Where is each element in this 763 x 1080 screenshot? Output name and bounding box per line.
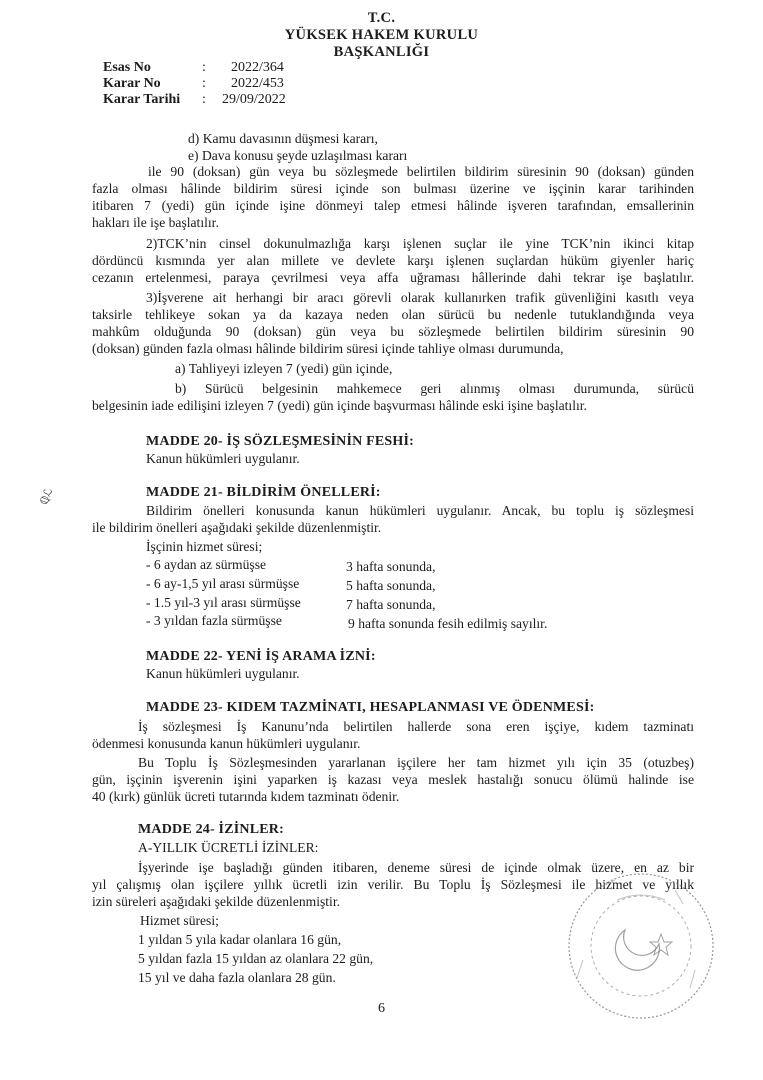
body-line: ile 90 (doksan) gün veya bu sözleşmede belirtilen bildirim süresinin 90 (doksan) günden [148,164,694,179]
body-line: cezanın ertelenmesi, paraya çevrilmesi veya affa uğraması hâllerinde dahi tekrar işe başlatılır. [92,270,694,285]
body-line: d) Kamu davasının düşmesi kararı, [188,131,378,146]
body-line: 3)İşverene ait herhangi bir aracı görevli olarak kullanırken trafik güvenliğini kasıtlı veya [146,290,694,305]
tarih-label: Karar Tarihi [103,92,181,107]
tarih-colon: : [202,92,206,107]
madde24-line: 15 yıl ve daha fazla olanlara 28 gün. [138,970,336,985]
notice-row-duration: 7 hafta sonunda, [346,597,436,612]
tarih-value: 29/09/2022 [222,92,286,107]
madde23-line: 40 (kırk) günlük ücreti tutarında kıdem tazminatı ödenir. [92,789,400,804]
madde23-line: İş sözleşmesi İş Kanunu’nda belirtilen hallerde sona eren işçiye, kıdem tazminatı [138,719,694,734]
madde24-line: 5 yıldan fazla 15 yıldan az olanlara 22 gün, [138,951,374,966]
karar-label: Karar No [103,76,161,91]
body-line: hakları ile işe başlatılır. [92,215,219,230]
karar-value: 2022/453 [231,76,284,91]
madde24-line: yıl çalışmış olan işçilere yıllık ücretli izin verilir. Bu Toplu İş Sözleşmesi ile hizmet ve yıllık [92,877,694,892]
header-tc: T.C. [367,10,396,26]
notice-row-period: - 3 yıldan fazla sürmüşse [146,613,282,628]
body-line: (doksan) günden fazla olması hâlinde bildirim süresi içinde tahliye olması durumunda, [92,341,564,356]
madde24-line: izin süreleri aşağıdaki şekilde düzenlenmiştir. [92,894,341,909]
body-line: belgesinin iade edilişini izleyen 7 (yedi) gün içinde başvurması hâlinde eski işine başlatılır. [92,398,587,413]
body-line: 2)TCK’nin cinsel dokunulmazlığa karşı işlenen suçlar ile yine TCK’nin ikinci kitap [146,236,694,251]
body-line: fazla olması hâlinde bildirim süresi içinde son bulması üzerine ve işçinin karar tarihinden [92,181,694,196]
page-number: 6 [378,1001,385,1016]
madde21-p1: Bildirim önelleri konusunda kanun hükümleri uygulanır. Ancak, bu toplu iş sözleşmesi [146,503,694,518]
esas-label: Esas No [103,60,151,75]
notice-row-period: - 6 ay-1,5 yıl arası sürmüşse [146,576,300,591]
madde23-title: MADDE 23- KIDEM TAZMİNATI, HESAPLANMASI VE ÖDENMESİ: [146,700,595,715]
madde23-line: Bu Toplu İş Sözleşmesinden yararlanan işçilere her tam hizmet yılı için 35 (otuzbeş) [138,755,694,770]
margin-annotation: ℚℒ [37,486,56,507]
body-line: a) Tahliyeyi izleyen 7 (yedi) gün içinde, [175,361,393,376]
notice-row-duration: 3 hafta sonunda, [346,559,436,574]
madde20-text: Kanun hükümleri uygulanır. [146,451,300,466]
madde20-title: MADDE 20- İŞ SÖZLEŞMESİNİN FESHİ: [146,434,414,449]
karar-colon: : [202,76,206,91]
madde24-line: Hizmet süresi; [140,913,219,928]
esas-value: 2022/364 [231,60,284,75]
body-line: mahkûm olduğunda 90 (doksan) gün veya bu sözleşmede belirtilen bildirim süresinin 90 [92,324,694,339]
notice-row-period: - 1.5 yıl-3 yıl arası sürmüşse [146,595,301,610]
madde24-title: MADDE 24- İZİNLER: [138,822,284,837]
madde23-line: gün, işçinin işverenin işini yaparken iş kazası veya meslek hastalığı sonucu ölümü halinde ise [92,772,694,787]
header-institution: YÜKSEK HAKEM KURULU [284,27,479,43]
madde24-subtitle: A-YILLIK ÜCRETLİ İZİNLER: [138,840,319,855]
body-line: dördüncü kısmında yer alan millete ve devlete karşı işlenen suçlardan hüküm giyenler hariç [92,253,694,268]
notice-row-period: - 6 aydan az sürmüşse [146,557,267,572]
body-line: e) Dava konusu şeyde uzlaşılması kararı [188,148,408,163]
madde22-text: Kanun hükümleri uygulanır. [146,666,300,681]
madde23-line: ödenmesi konusunda kanun hükümleri uygulanır. [92,736,361,751]
notice-row-duration: 9 hafta sonunda fesih edilmiş sayılır. [348,616,548,631]
notice-row-duration: 5 hafta sonunda, [346,578,436,593]
madde22-title: MADDE 22- YENİ İŞ ARAMA İZNİ: [146,649,376,664]
madde21-title: MADDE 21- BİLDİRİM ÖNELLERİ: [146,485,381,500]
madde24-line: İşyerinde işe başladığı günden itibaren, deneme süresi de içinde olmak üzere, en az bir [138,860,694,875]
madde24-line: 1 yıldan 5 yıla kadar olanlara 16 gün, [138,932,342,947]
body-line: taksirle tehlikeye sokan ya da kazaya neden olan sürücü bu nedenle tutuklandığında veya [92,307,694,322]
esas-colon: : [202,60,206,75]
madde21-p2: ile bildirim önelleri aşağıdaki şekilde düzenlenmiştir. [92,520,382,535]
body-line: b) Sürücü belgesinin mahkemece geri alınmış olması durumunda, sürücü [175,381,694,396]
madde21-p3: İşçinin hizmet süresi; [146,539,263,554]
header-presidency: BAŞKANLIĞI [333,44,430,60]
body-line: itibaren 7 (yedi) gün içinde işine dönmeyi talep etmesi hâlinde işveren tarafından, emsallerinin [92,198,694,213]
